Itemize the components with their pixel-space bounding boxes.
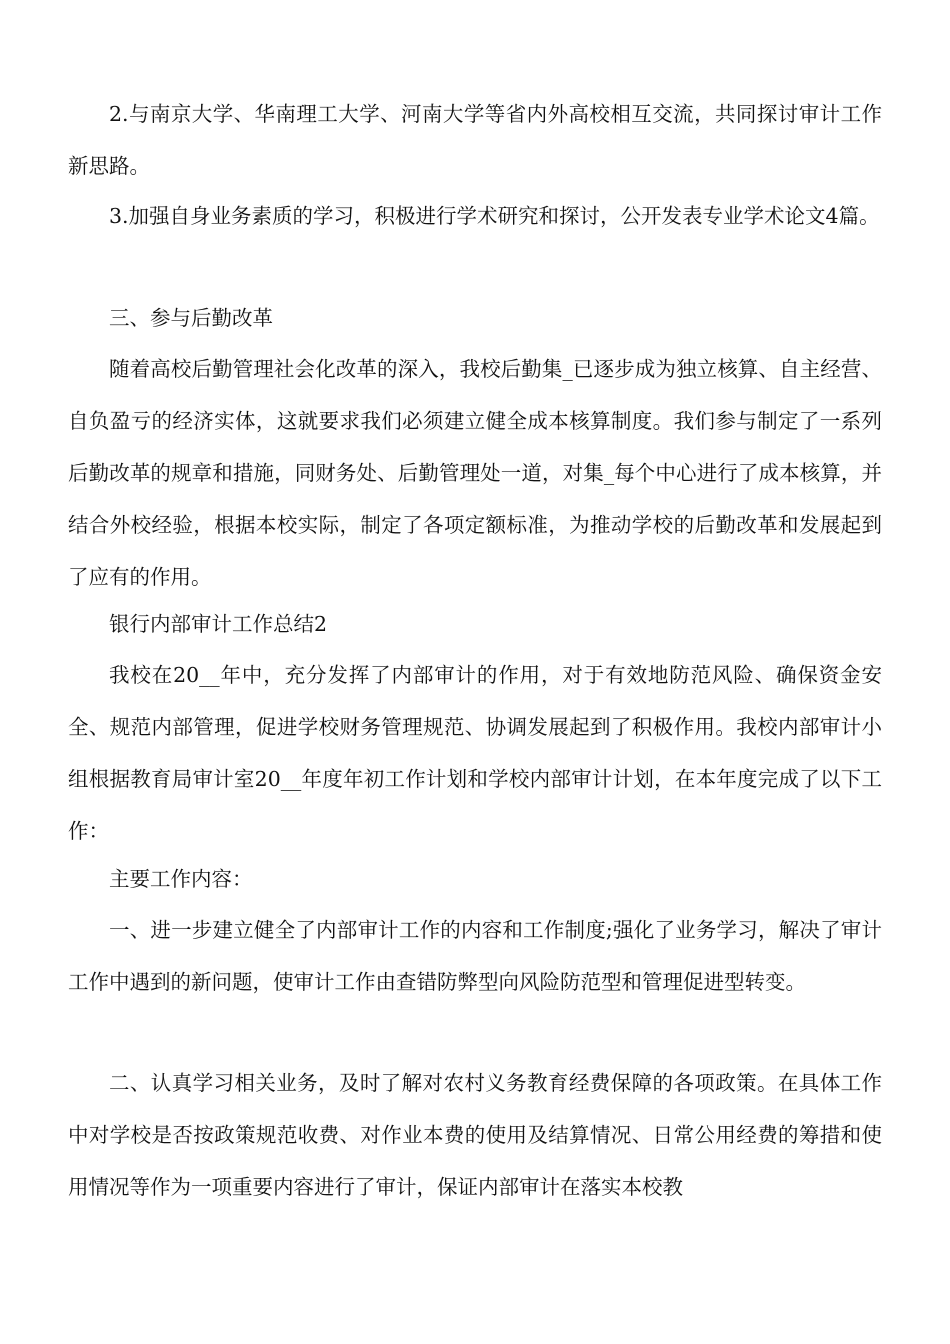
paragraph-text: 2.与南京大学、华南理工大学、河南大学等省内外高校相互交流，共同探讨审计工作新思路。 [68,102,882,178]
paragraph-text: 3.加强自身业务素质的学习，积极进行学术研究和探讨，公开发表专业学术论文4篇。 [109,204,880,228]
section-heading-logistics-reform [68,292,882,344]
paragraph-text: 我校在20__年中，充分发挥了内部审计的作用，对于有效地防范风险、确保资金安全、规范内部管理，促进学校财务管理规范、协调发展起到了积极作用。我校内部审计小组根据教育局审计室20__年度年初工作计划和学校内部审计计划，在本年度完成了以下工作： [68,663,882,843]
document-subtitle [68,598,882,650]
paragraph-exchange-universities [68,88,882,192]
paragraph-academic-papers [68,190,882,242]
paragraph-audit-summary [68,649,882,857]
paragraph-text: 一、进一步建立健全了内部审计工作的内容和工作制度;强化了业务学习，解决了审计工作中遇到的新问题，使审计工作由查错防弊型向风险防范型和管理促进型转变。 [68,918,882,994]
heading-text: 三、参与后勤改革 [109,306,273,330]
subtitle-text: 银行内部审计工作总结2 [109,612,328,636]
section-heading-main-work [68,853,882,905]
paragraph-text: 随着高校后勤管理社会化改革的深入，我校后勤集_已逐步成为独立核算、自主经营、自负盈亏的经济实体，这就要求我们必须建立健全成本核算制度。我们参与制定了一系列后勤改革的规章和措施，同财务处、后勤管理处一道，对集_每个中心进行了成本核算，并结合外校经验，根据本校实际，制定了各项定额标准，为推动学校的后勤改革和发展起到了应有的作用。 [68,357,882,589]
paragraph-work-item-one [68,904,882,1008]
paragraph-work-item-two [68,1057,882,1213]
paragraph-logistics-reform [68,343,882,603]
heading-text: 主要工作内容： [109,867,253,891]
paragraph-text: 二、认真学习相关业务，及时了解对农村义务教育经费保障的各项政策。在具体工作中对学校是否按政策规范收费、对作业本费的使用及结算情况、日常公用经费的筹措和使用情况等作为一项重要内容进行了审计，保证内部审计在落实本校教 [68,1071,882,1199]
